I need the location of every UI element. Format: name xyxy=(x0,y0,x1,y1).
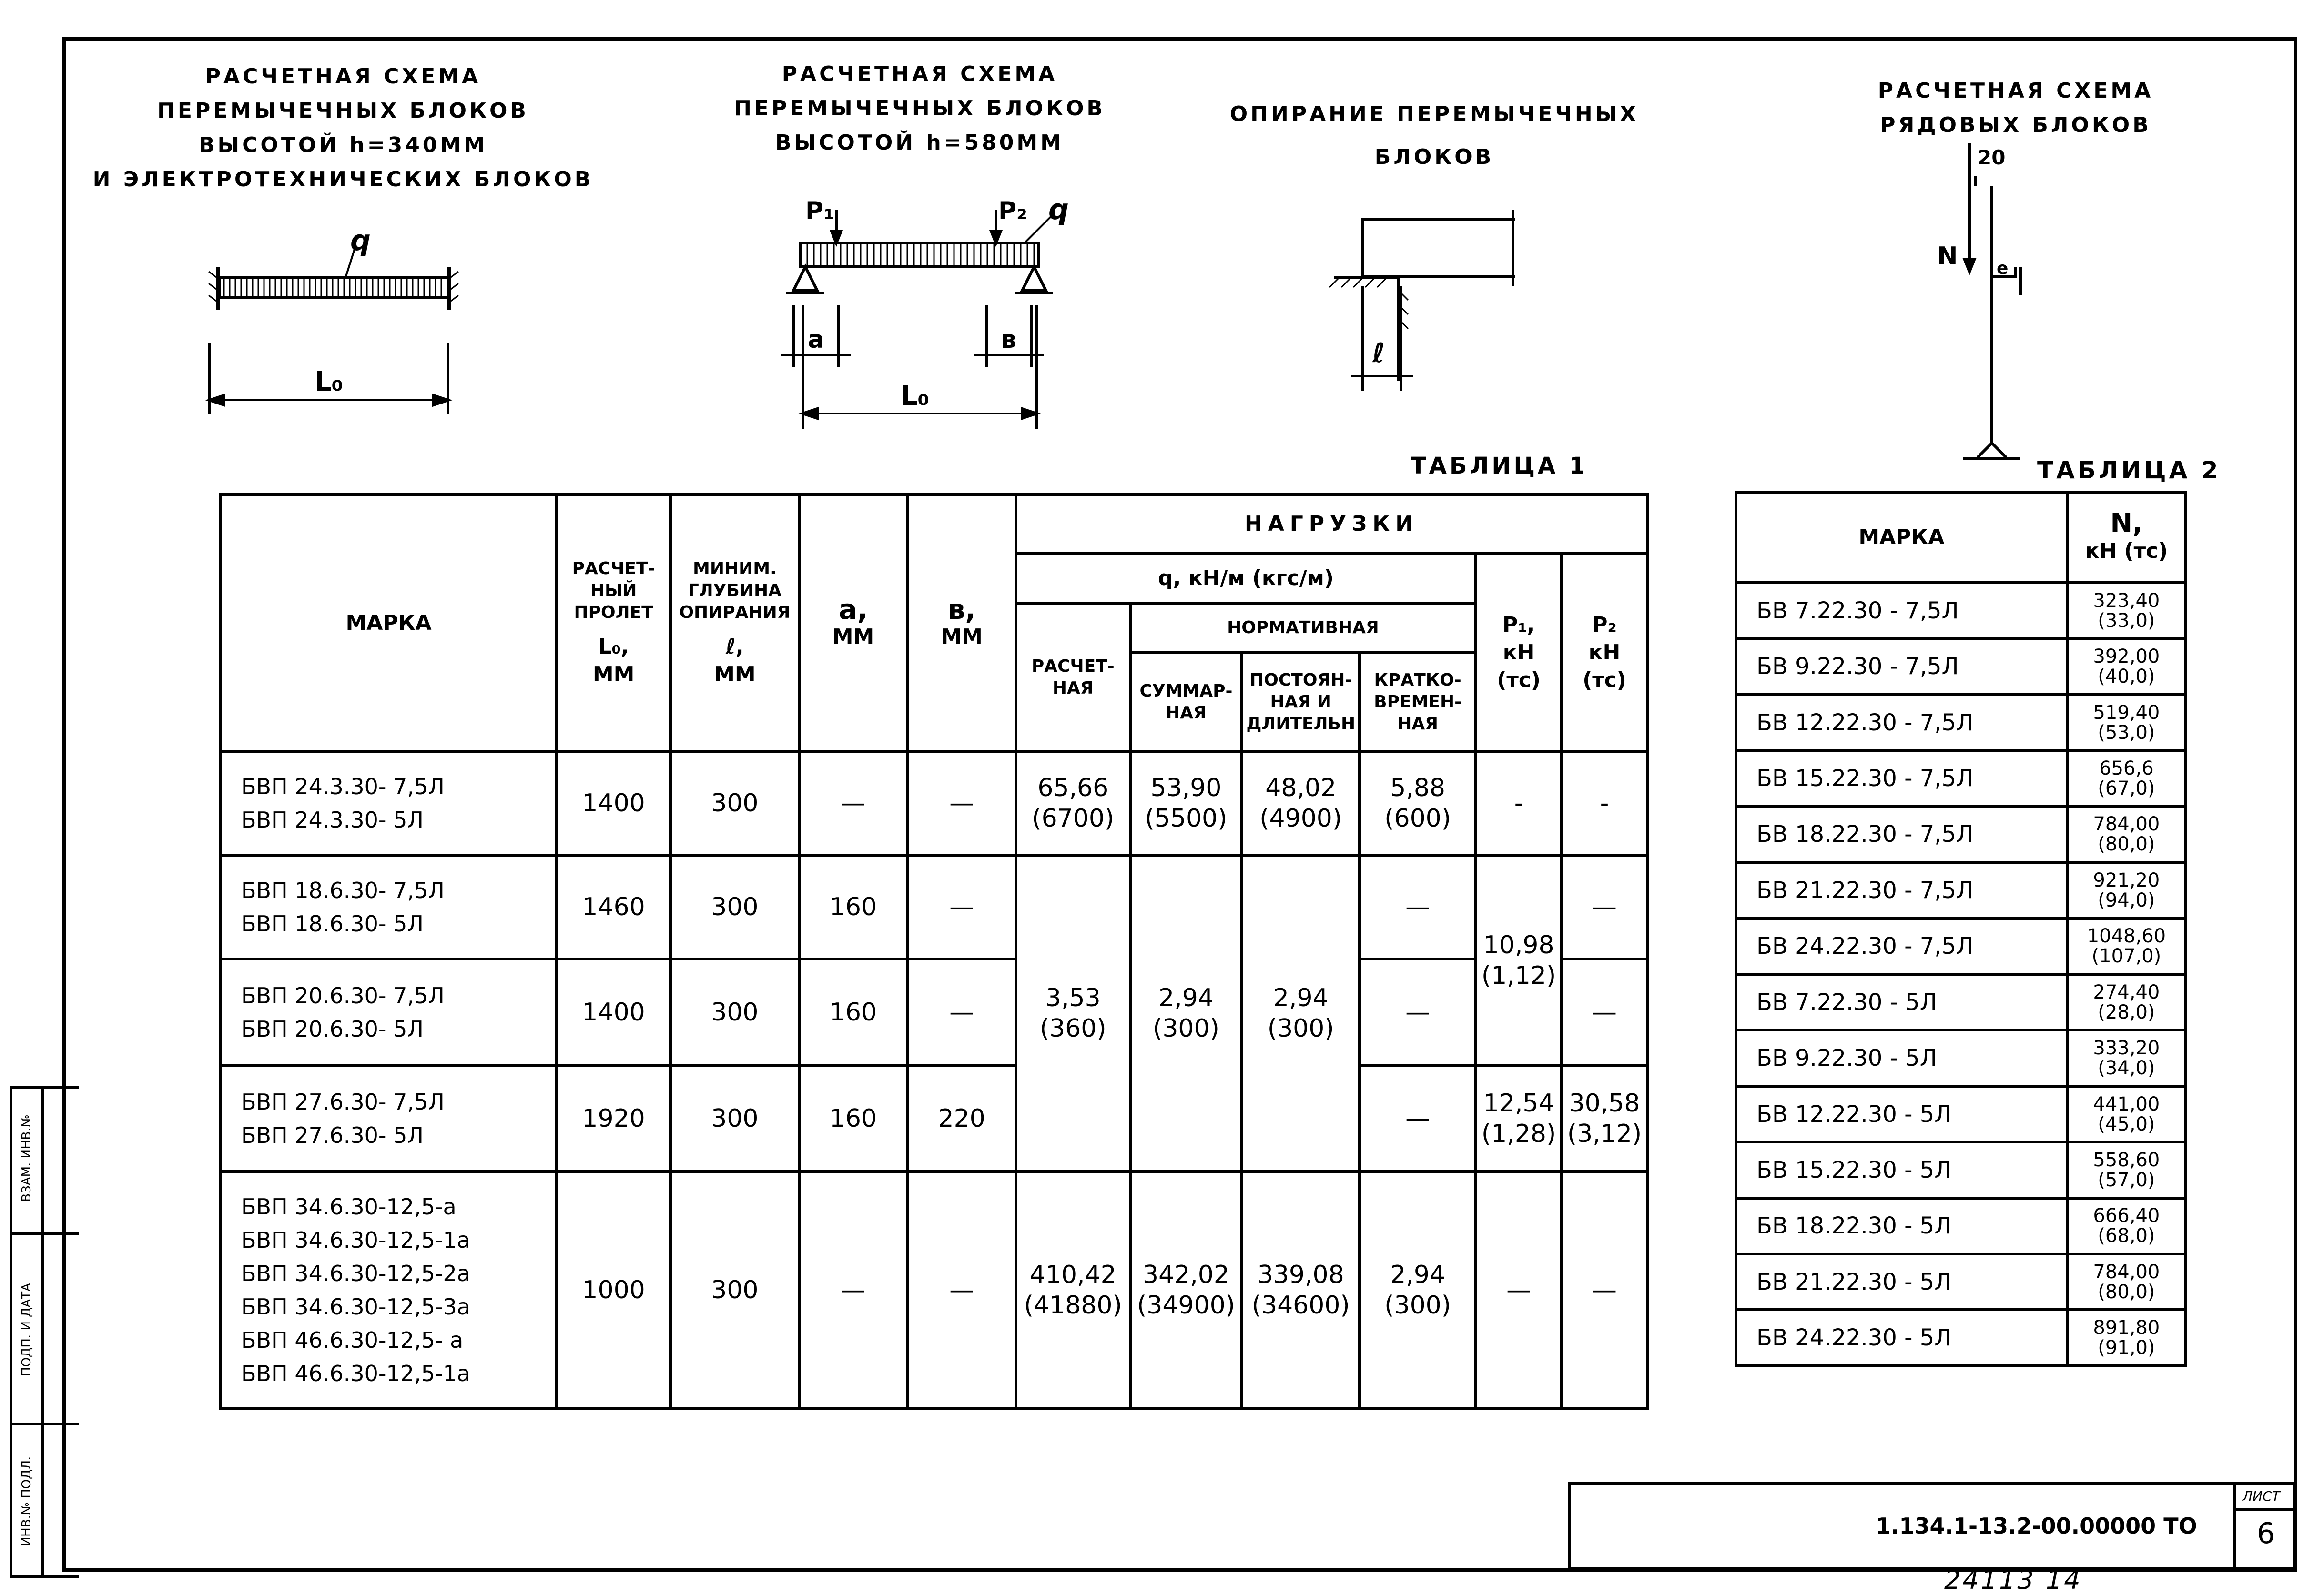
diagrams xyxy=(0,0,2324,476)
cell-a: 160 xyxy=(799,855,908,959)
cell-span: 1000 xyxy=(557,1172,670,1409)
ecc-e-label: e xyxy=(1997,259,2009,278)
cell-n: 333,20 (34,0) xyxy=(2067,1030,2186,1086)
cell-total: 342,02 (34900) xyxy=(1130,1172,1242,1409)
th-span: РАСЧЕТ- НЫЙ ПРОЛЕТ L₀, ММ xyxy=(557,495,670,751)
cell-n: 392,00 (40,0) xyxy=(2067,638,2186,694)
th-p2: P₂ кН (тс) xyxy=(1562,554,1647,751)
cell-depth: 300 xyxy=(670,1065,799,1172)
th-total: СУММАР- НАЯ xyxy=(1130,653,1242,751)
th-short: КРАТКО- ВРЕМЕН- НАЯ xyxy=(1360,653,1476,751)
cell-depth: 300 xyxy=(670,751,799,855)
th-p1: P₁, кН (тс) xyxy=(1476,554,1562,751)
p1-label: P₁ xyxy=(805,197,834,225)
cell-span: 1920 xyxy=(557,1065,670,1172)
th-permanent: ПОСТОЯН- НАЯ И ДЛИТЕЛЬН xyxy=(1242,653,1360,751)
cell-b: — xyxy=(907,1172,1016,1409)
cell-mark: БВ 9.22.30 - 7,5Л xyxy=(1736,638,2067,694)
cell-short: — xyxy=(1360,959,1476,1065)
cell-a: 160 xyxy=(799,959,908,1065)
cell-mark: БВП 18.6.30- 7,5Л БВП 18.6.30- 5Л xyxy=(221,855,557,959)
side-label: ПОДП. И ДАТА xyxy=(20,1283,34,1376)
cell-b: — xyxy=(907,855,1016,959)
cell-mark: БВП 20.6.30- 7,5Л БВП 20.6.30- 5Л xyxy=(221,959,557,1065)
th-n: N, кН (тс) xyxy=(2067,492,2186,583)
cell-n: 784,00 (80,0) xyxy=(2067,1254,2186,1310)
th-b: в, ММ xyxy=(907,495,1016,751)
cell-a: — xyxy=(799,751,908,855)
p2-label: P₂ xyxy=(998,197,1027,225)
cell-mark: БВ 7.22.30 - 7,5Л xyxy=(1736,583,2067,638)
cell-permanent: 48,02 (4900) xyxy=(1242,751,1360,855)
sheet-label: ЛИСТ xyxy=(2243,1488,2280,1504)
th-a: а, ММ xyxy=(799,495,908,751)
cell-mark: БВ 12.22.30 - 5Л xyxy=(1736,1086,2067,1142)
cell-mark: БВ 12.22.30 - 7,5Л xyxy=(1736,695,2067,750)
cell-permanent-merged: 2,94 (300) xyxy=(1242,855,1360,1172)
side-label: ИНВ.№ ПОДЛ. xyxy=(20,1456,34,1546)
cell-p2: — xyxy=(1562,1172,1647,1409)
cell-p1: 12,54 (1,28) xyxy=(1476,1065,1562,1172)
cell-mark: БВ 24.22.30 - 7,5Л xyxy=(1736,919,2067,974)
cell-design-merged: 3,53 (360) xyxy=(1016,855,1130,1172)
cell-permanent: 339,08 (34600) xyxy=(1242,1172,1360,1409)
span-l0-label-2: L₀ xyxy=(901,381,930,412)
cell-span: 1400 xyxy=(557,751,670,855)
cell-b: — xyxy=(907,959,1016,1065)
cell-short: — xyxy=(1360,1065,1476,1172)
cell-mark: БВ 15.22.30 - 7,5Л xyxy=(1736,750,2067,806)
cell-mark: БВ 7.22.30 - 5Л xyxy=(1736,974,2067,1030)
depth-l-label: ℓ xyxy=(1372,338,1385,369)
side-stamp xyxy=(10,1086,79,1578)
cell-mark: БВП 24.3.30- 7,5Л БВП 24.3.30- 5Л xyxy=(221,751,557,855)
cell-n: 1048,60 (107,0) xyxy=(2067,919,2186,974)
cell-short: — xyxy=(1360,855,1476,959)
cell-n: 519,40 (53,0) xyxy=(2067,695,2186,750)
cell-mark: БВ 9.22.30 - 5Л xyxy=(1736,1030,2067,1086)
offset-20-label: 20 xyxy=(1978,146,2006,169)
th-mark-2: МАРКА xyxy=(1736,492,2067,583)
load-q-label: q xyxy=(350,224,371,257)
cell-n: 323,40 (33,0) xyxy=(2067,583,2186,638)
dim-a-label: a xyxy=(808,325,825,354)
cell-n: 274,40 (28,0) xyxy=(2067,974,2186,1030)
cell-n: 921,20 (94,0) xyxy=(2067,862,2186,918)
cell-p1-merged: 10,98 (1,12) xyxy=(1476,855,1562,1065)
th-loads: НАГРУЗКИ xyxy=(1016,495,1647,554)
document-code: 1.134.1-13.2-00.00000 ТО xyxy=(1876,1513,2197,1539)
cell-n: 656,6 (67,0) xyxy=(2067,750,2186,806)
cell-a: 160 xyxy=(799,1065,908,1172)
cell-mark: БВ 21.22.30 - 5Л xyxy=(1736,1254,2067,1310)
caption-support: ОПИРАНИЕ ПЕРЕМЫЧЕЧНЫХ БЛОКОВ xyxy=(1229,102,1639,169)
cell-mark: БВ 24.22.30 - 5Л xyxy=(1736,1310,2067,1366)
th-mark: МАРКА xyxy=(221,495,557,751)
cell-depth: 300 xyxy=(670,959,799,1065)
cell-span: 1400 xyxy=(557,959,670,1065)
load-q2-label: q xyxy=(1048,193,1069,226)
th-normative: НОРМАТИВНАЯ xyxy=(1130,603,1476,653)
dim-b-label: в xyxy=(1001,325,1016,354)
caption-row-blocks: РАСЧЕТНАЯ СХЕМА РЯДОВЫХ БЛОКОВ xyxy=(1877,79,2154,137)
cell-p2: — xyxy=(1562,959,1647,1065)
cell-n: 784,00 (80,0) xyxy=(2067,807,2186,862)
cell-b: 220 xyxy=(907,1065,1016,1172)
table1-title: ТАБЛИЦА 1 xyxy=(1411,453,1588,479)
cell-short: 5,88 (600) xyxy=(1360,751,1476,855)
cell-p1: - xyxy=(1476,751,1562,855)
cell-n: 891,80 (91,0) xyxy=(2067,1310,2186,1366)
cell-design: 410,42 (41880) xyxy=(1016,1172,1130,1409)
caption-lintel-580: РАСЧЕТНАЯ СХЕМА ПЕРЕМЫЧЕЧНЫХ БЛОКОВ ВЫСОТОЙ h=580ММ xyxy=(734,62,1106,155)
title-block xyxy=(1568,1482,2295,1570)
cell-mark: БВП 34.6.30-12,5-а БВП 34.6.30-12,5-1а БВП 34.6.30-12,5-2а БВП 34.6.30-12,5-3а БВП 46.6.30-12,5- а БВП 46.6.30-12,5-1а xyxy=(221,1172,557,1409)
cell-p2: - xyxy=(1562,751,1647,855)
archive-number: 24113 14 xyxy=(1944,1565,2082,1595)
cell-mark: БВ 21.22.30 - 7,5Л xyxy=(1736,862,2067,918)
cell-mark: БВ 15.22.30 - 5Л xyxy=(1736,1142,2067,1198)
cell-mark: БВП 27.6.30- 7,5Л БВП 27.6.30- 5Л xyxy=(221,1065,557,1172)
cell-b: — xyxy=(907,751,1016,855)
side-label: ВЗАМ. ИНВ.№ xyxy=(20,1114,34,1202)
cell-total-merged: 2,94 (300) xyxy=(1130,855,1242,1172)
force-n-label: N xyxy=(1937,242,1958,271)
cell-depth: 300 xyxy=(670,855,799,959)
cell-total: 53,90 (5500) xyxy=(1130,751,1242,855)
sheet-number: 6 xyxy=(2257,1517,2275,1550)
th-q: q, кН/м (кгс/м) xyxy=(1016,554,1476,603)
cell-short: 2,94 (300) xyxy=(1360,1172,1476,1409)
cell-n: 666,40 (68,0) xyxy=(2067,1198,2186,1254)
cell-p2: — xyxy=(1562,855,1647,959)
cell-mark: БВ 18.22.30 - 5Л xyxy=(1736,1198,2067,1254)
cell-depth: 300 xyxy=(670,1172,799,1409)
cell-p1: — xyxy=(1476,1172,1562,1409)
cell-mark: БВ 18.22.30 - 7,5Л xyxy=(1736,807,2067,862)
cell-p2: 30,58 (3,12) xyxy=(1562,1065,1647,1172)
cell-span: 1460 xyxy=(557,855,670,959)
th-depth: МИНИМ. ГЛУБИНА ОПИРАНИЯ ℓ, ММ xyxy=(670,495,799,751)
cell-a: — xyxy=(799,1172,908,1409)
table-2 xyxy=(1735,491,2187,1367)
cell-design: 65,66 (6700) xyxy=(1016,751,1130,855)
span-l0-label: L₀ xyxy=(315,366,344,397)
caption-lintel-340: РАСЧЕТНАЯ СХЕМА ПЕРЕМЫЧЕЧНЫХ БЛОКОВ ВЫСОТОЙ h=340ММ И ЭЛЕКТРОТЕХНИЧЕСКИХ БЛОКОВ xyxy=(92,64,594,192)
cell-n: 558,60 (57,0) xyxy=(2067,1142,2186,1198)
cell-n: 441,00 (45,0) xyxy=(2067,1086,2186,1142)
th-design: РАСЧЕТ- НАЯ xyxy=(1016,603,1130,751)
table-1 xyxy=(219,493,1649,1410)
table2-title: ТАБЛИЦА 2 xyxy=(2037,456,2221,484)
